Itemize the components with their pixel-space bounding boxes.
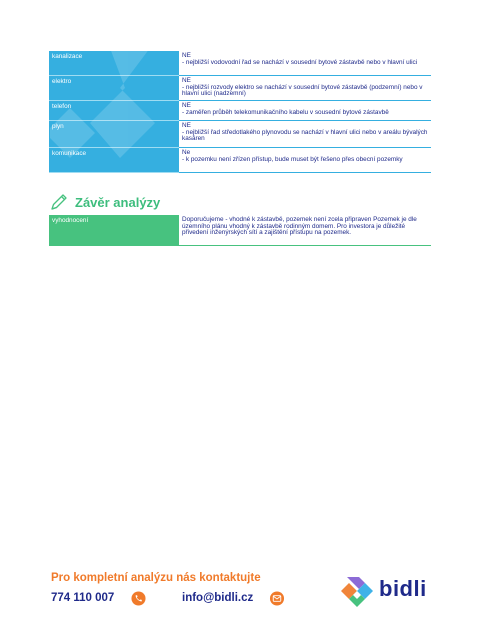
phone-icon[interactable]: [131, 591, 146, 606]
table-row: [49, 215, 431, 246]
brand-name: bidli: [379, 576, 427, 601]
table-row: [49, 148, 431, 173]
row-value: [179, 121, 431, 148]
table-row: [49, 76, 431, 101]
table-row: [49, 121, 431, 148]
phone-number[interactable]: 774 110 007: [51, 592, 115, 604]
row-detail: - zaměřen průběh telekomunikačního kabelu v sousední bytové zástavbě: [182, 108, 389, 116]
contact-footer: [51, 572, 433, 612]
row-value: [179, 148, 431, 173]
row-label: plyn: [49, 121, 179, 148]
row-label: telefon: [49, 101, 179, 121]
row-detail: - nejbližší vodovodní řad se nachází v sousední bytové zástavbě nebo v hlavní ulici: [182, 58, 418, 66]
conclusion-title: Závěr analýzy: [75, 194, 161, 210]
row-label: kanalizace: [49, 51, 179, 76]
row-label: elektro: [49, 76, 179, 101]
contact-cta: Pro kompletní analýzu nás kontaktujte: [51, 572, 261, 584]
utilities-table: [49, 51, 431, 173]
row-status: NE: [182, 52, 191, 59]
row-detail: - nejbližší rozvody elektro se nachází v sousední bytové zástavbě (podzemní) nebo v hlavní ulici (nadzemní): [182, 83, 423, 98]
table-row: [49, 51, 431, 76]
row-label: vyhodnocení: [49, 215, 179, 246]
row-value: [179, 101, 431, 121]
mail-icon[interactable]: [269, 591, 285, 606]
row-status: Ne: [182, 149, 191, 156]
row-value: [179, 51, 431, 76]
row-status: NE: [182, 77, 191, 84]
table-row: [49, 101, 431, 121]
row-value: [179, 76, 431, 101]
row-status: NE: [182, 122, 191, 129]
row-label: komunikace: [49, 148, 179, 173]
email-address[interactable]: info@bidli.cz: [182, 592, 254, 604]
row-value: Doporučujeme - vhodné k zástavbě, pozemek není zcela připraven Pozemek je dle územního plánu vhodný k zástavbě rodinným domem. Pro investora je důležité přivedení inženýrských sítí a zajištění přístupu na pozemek.: [179, 215, 431, 246]
conclusion-heading: [49, 192, 160, 212]
row-status: NE: [182, 102, 191, 109]
row-detail: - k pozemku není zřízen přístup, bude muset být řešeno přes obecní pozemky: [182, 155, 403, 163]
pencil-icon: [49, 192, 69, 212]
row-detail: - nejbližší řad středotlakého plynovodu se nachází v hlavní ulici nebo v areálu bývalých kasáren: [182, 128, 428, 143]
